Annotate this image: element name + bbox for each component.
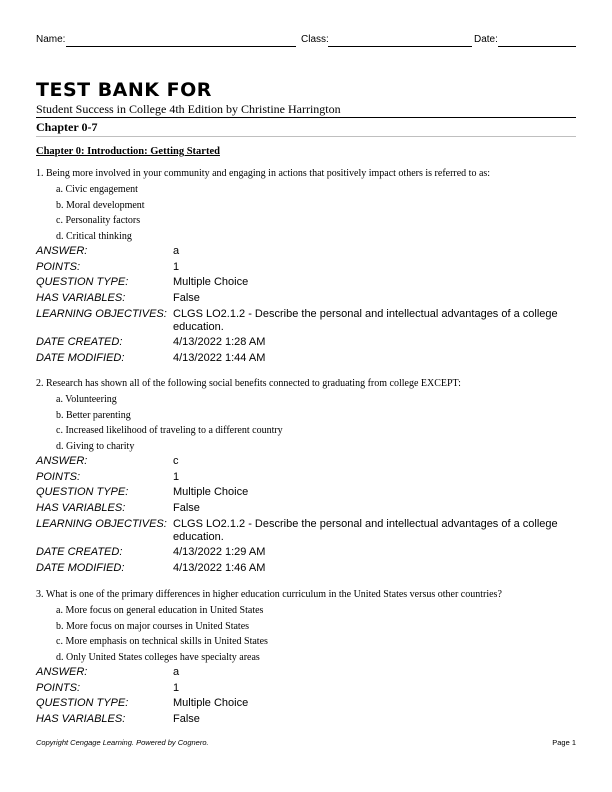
option-a: a. Volunteering [56, 394, 117, 405]
learning-objectives-label: LEARNING OBJECTIVES: [36, 518, 167, 530]
answer-label: ANSWER: [36, 245, 88, 257]
date-created-label: DATE CREATED: [36, 546, 123, 558]
option-c: c. Increased likelihood of traveling to a different country [56, 425, 283, 436]
date-modified-label: DATE MODIFIED: [36, 351, 125, 364]
points-row [36, 470, 576, 486]
option-c: c. More emphasis on technical skills in United States [56, 636, 268, 647]
option-a: a. More focus on general education in United States [56, 605, 264, 616]
question-type-value: Multiple Choice [173, 486, 249, 498]
answer-value: a [173, 245, 180, 257]
chapter-range: Chapter 0-7 [36, 120, 98, 134]
points-label: POINTS: [36, 681, 81, 694]
answer-label: ANSWER: [36, 455, 88, 467]
option-d: d. Giving to charity [56, 440, 135, 452]
question-type-row [36, 485, 576, 501]
points-label: POINTS: [36, 260, 81, 273]
option-c: c. Personality factors [56, 215, 141, 226]
date-modified-value: 4/13/2022 1:44 AM [173, 351, 266, 364]
doc-subtitle: Student Success in College 4th Edition by Christine Harrington [36, 102, 341, 116]
points-row [36, 260, 576, 276]
copyright-text: Copyright Cengage Learning. Powered by Cognero. [36, 738, 209, 747]
question-type-value: Multiple Choice [173, 276, 249, 288]
date-modified-value: 4/13/2022 1:46 AM [173, 561, 266, 574]
class-label: Class: [301, 34, 329, 45]
points-value: 1 [173, 470, 180, 483]
date-created-value: 4/13/2022 1:28 AM [173, 336, 266, 348]
question-3 [36, 587, 576, 727]
date-modified-row [36, 351, 576, 367]
date-created-row [36, 335, 576, 351]
answer-row [36, 244, 576, 260]
option-b: b. More focus on major courses in United States [56, 620, 250, 632]
has-variables-label: HAS VARIABLES: [36, 501, 126, 514]
date-label: Date: [474, 34, 498, 45]
question-stem: 3. What is one of the primary differences in higher education curriculum in the United States versus other countries? [36, 589, 502, 600]
has-variables-row [36, 501, 576, 517]
date-created-label: DATE CREATED: [36, 336, 123, 348]
answer-value: c [173, 455, 179, 467]
class-field-line[interactable] [328, 46, 472, 47]
has-variables-label: HAS VARIABLES: [36, 712, 126, 725]
has-variables-label: HAS VARIABLES: [36, 291, 126, 304]
learning-objectives-value: CLGS LO2.1.2 - Describe the personal and intellectual advantages of a college education. [173, 308, 558, 333]
question-stem: 1. Being more involved in your community and engaging in actions that positively impact others is referred to as: [36, 168, 491, 179]
title-divider [36, 117, 576, 118]
name-label: Name: [36, 34, 66, 45]
date-modified-row [36, 561, 576, 577]
page-number: Page 1 [552, 738, 576, 747]
option-b: b. Moral development [56, 199, 145, 211]
header-fields [36, 34, 576, 48]
points-value: 1 [173, 681, 180, 694]
points-label: POINTS: [36, 470, 81, 483]
answer-row [36, 665, 576, 681]
question-type-row [36, 275, 576, 291]
points-value: 1 [173, 260, 180, 273]
question-stem: 2. Research has shown all of the following social benefits connected to graduating from college EXCEPT: [36, 378, 461, 389]
name-field-line[interactable] [66, 46, 296, 47]
doc-title: TEST BANK FOR [36, 79, 212, 101]
has-variables-value: False [173, 291, 200, 304]
option-d: d. Only United States colleges have specialty areas [56, 651, 260, 663]
question-type-row [36, 696, 576, 712]
question-2 [36, 376, 576, 576]
answer-label: ANSWER: [36, 666, 88, 678]
has-variables-row [36, 291, 576, 307]
question-1 [36, 166, 576, 366]
answer-row [36, 454, 576, 470]
has-variables-value: False [173, 712, 200, 725]
chapter-divider [36, 136, 576, 137]
question-type-label: QUESTION TYPE: [36, 276, 129, 288]
question-type-value: Multiple Choice [173, 697, 249, 709]
option-b: b. Better parenting [56, 409, 131, 421]
date-modified-label: DATE MODIFIED: [36, 561, 125, 574]
date-field-line[interactable] [498, 46, 576, 47]
has-variables-row [36, 712, 576, 728]
date-created-value: 4/13/2022 1:29 AM [173, 546, 266, 558]
date-created-row [36, 545, 576, 561]
learning-objectives-row [36, 308, 576, 333]
has-variables-value: False [173, 501, 200, 514]
question-type-label: QUESTION TYPE: [36, 697, 129, 709]
option-d: d. Critical thinking [56, 230, 132, 242]
learning-objectives-label: LEARNING OBJECTIVES: [36, 308, 167, 320]
option-a: a. Civic engagement [56, 184, 138, 195]
learning-objectives-row [36, 518, 576, 543]
chapter-heading: Chapter 0: Introduction: Getting Started [36, 146, 220, 157]
learning-objectives-value: CLGS LO2.1.2 - Describe the personal and intellectual advantages of a college education. [173, 518, 558, 543]
points-row [36, 681, 576, 697]
answer-value: a [173, 666, 180, 678]
question-type-label: QUESTION TYPE: [36, 486, 129, 498]
